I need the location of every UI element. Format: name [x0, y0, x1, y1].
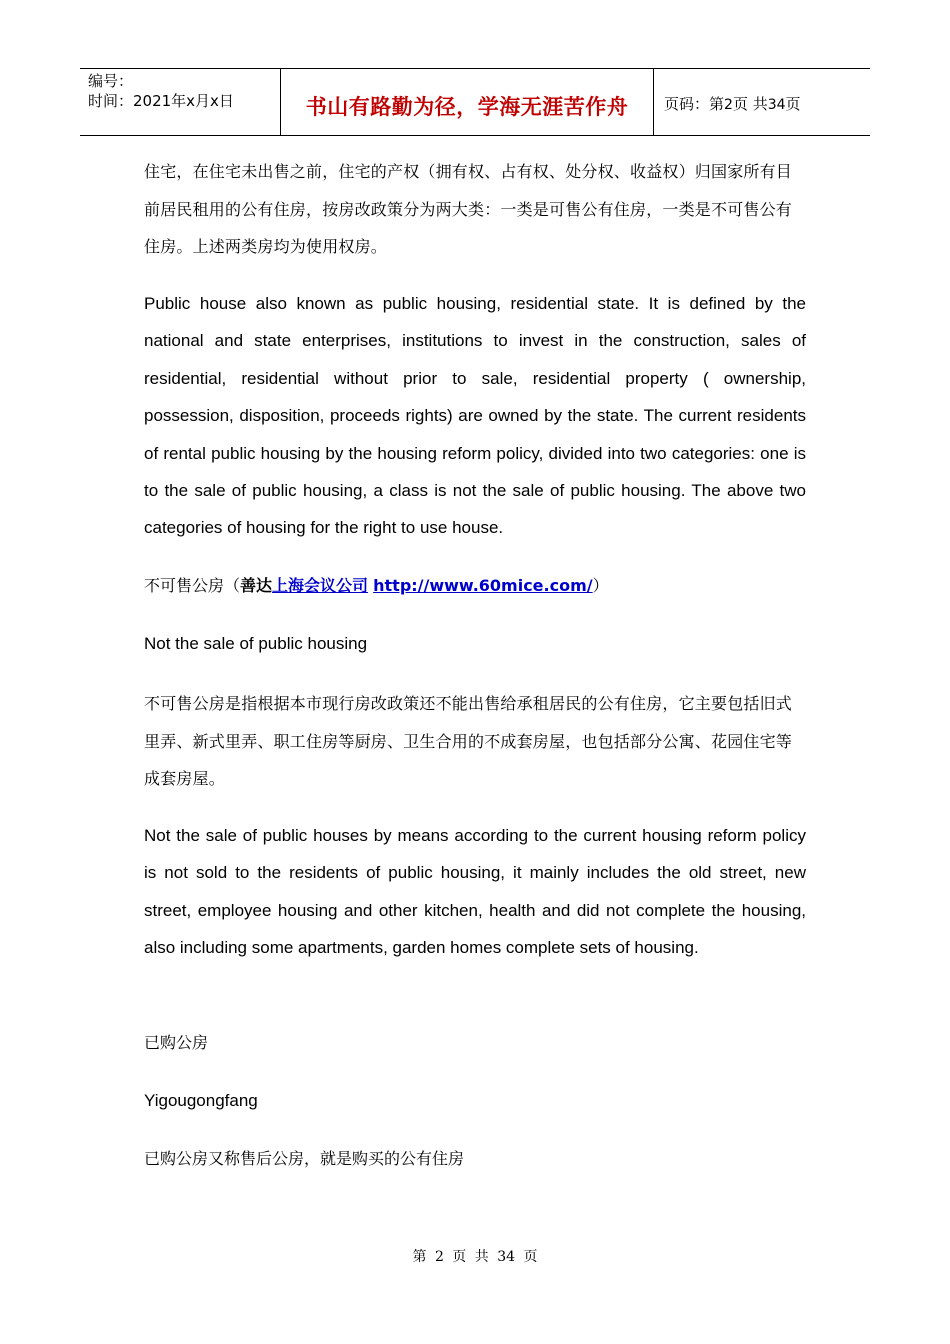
paragraph-en-intro: Public house also known as public housing, residential state. It is defined by the national and state enterprises, institutions to invest in the construction, sales of residential, residential without prior to sale, residential property ( ownership, possession, disposition, proceeds rights) are owned by the state. The current residents of rental public housing by the housing reform policy, divided into two categories: one is to the sale of public housing, a class is not the sale of public housing. The above two categories of housing for the right to use house.: [144, 294, 806, 538]
paragraph-zh-intro: 住宅，在住宅未出售之前，住宅的产权（拥有权、占有权、处分权、收益权）归国家所有目前居民租用的公有住房，按房改政策分为两大类：一类是可售公有住房，一类是不可售公有住房。上述两类房均为使用权房。: [144, 162, 793, 256]
page-header: [80, 68, 870, 136]
heading-bought-en: Yigougongfang: [144, 1091, 258, 1110]
page-indicator: [664, 93, 801, 114]
motto-text: 书山有路勤为径，学海无涯苦作舟: [305, 95, 629, 119]
page-mid: 页 共: [732, 95, 768, 113]
paragraph-en-nonsale: Not the sale of public houses by means according to the current housing reform policy is not sold to the residents of public housing, it mainly includes the old street, new street, employee housing and other kitchen, health and did not complete the housing, also including some apartments, garden homes complete sets of housing.: [144, 826, 806, 958]
header-info-cell: [80, 69, 281, 135]
heading-bought: 已购公房: [144, 1033, 209, 1052]
page-footer: 第 2 页 共 34 页: [412, 1249, 538, 1265]
header-motto-cell: [281, 69, 654, 135]
heading-nonsale-suffix: ）: [592, 576, 609, 595]
heading-nonsale-en: Not the sale of public housing: [144, 634, 368, 653]
serial-number-label: 编号：: [88, 72, 134, 90]
date-label: 时间：2021年x月x日: [88, 92, 234, 110]
page-number: 2: [724, 97, 733, 113]
company-link[interactable]: 上海会议公司: [272, 576, 369, 595]
paragraph-zh-nonsale: 不可售公房是指根据本市现行房改政策还不能出售给承租居民的公有住房，它主要包括旧式里弄、新式里弄、职工住房等厨房、卫生合用的不成套房屋，也包括部分公寓、花园住宅等成套房屋。: [144, 694, 793, 788]
page-prefix: 页码：第: [664, 95, 725, 113]
website-link[interactable]: http://www.60mice.com/: [373, 576, 593, 595]
heading-nonsale: [144, 574, 806, 598]
page-suffix: 页: [785, 95, 801, 113]
heading-nonsale-bold: 善达: [240, 576, 273, 595]
heading-nonsale-prefix: 不可售公房（: [144, 576, 241, 595]
page-total: 34: [767, 97, 786, 113]
header-page-cell: [654, 69, 870, 135]
paragraph-zh-bought: 已购公房又称售后公房，就是购买的公有住房: [144, 1149, 465, 1168]
